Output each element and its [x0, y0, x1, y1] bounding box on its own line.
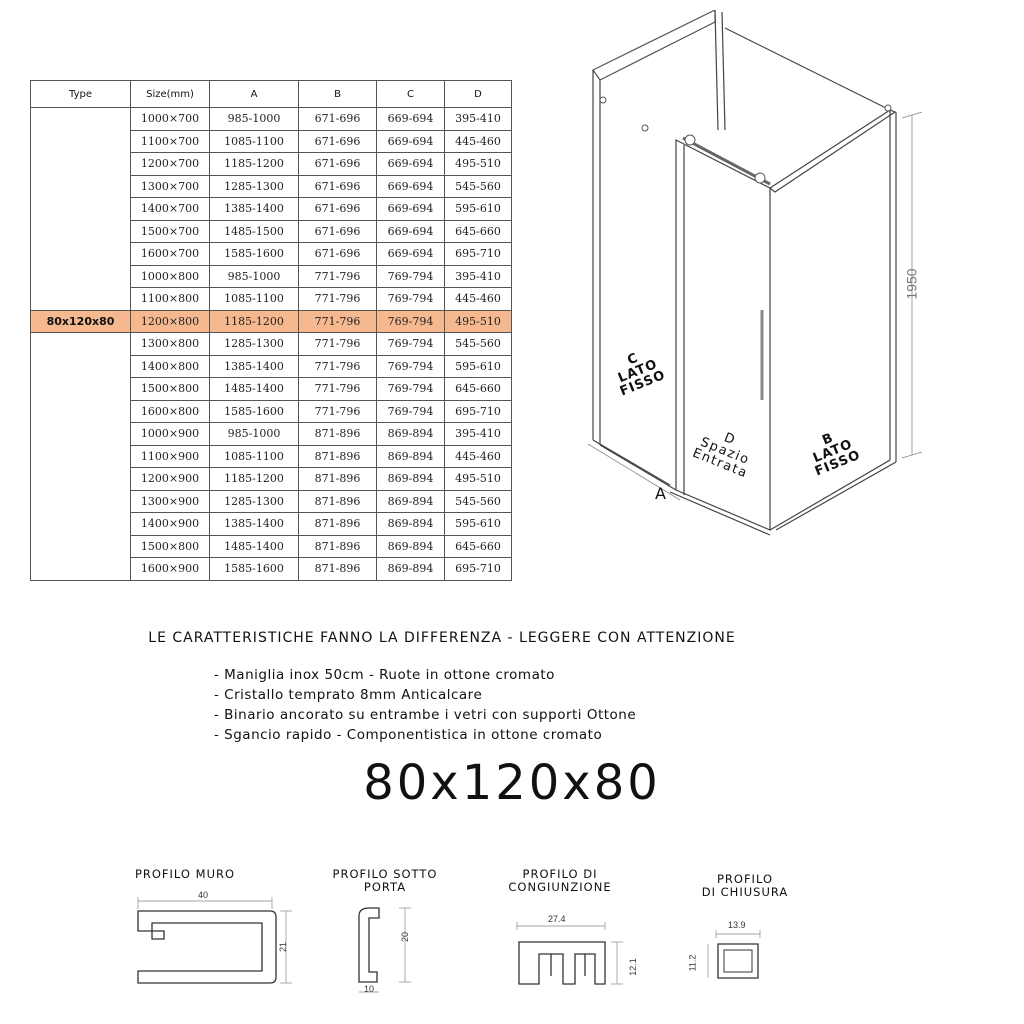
- type-cell: [31, 243, 131, 266]
- table-cell: 871-896: [299, 513, 377, 536]
- table-cell: 1600×800: [131, 400, 210, 423]
- table-cell: 869-894: [377, 558, 445, 581]
- table-cell: 1400×900: [131, 513, 210, 536]
- table-cell: 869-894: [377, 423, 445, 446]
- profile-muro-width: 40: [198, 890, 209, 900]
- profile-sotto-porta-width: 10: [364, 984, 375, 994]
- table-row: [31, 355, 512, 378]
- table-cell: 1085-1100: [210, 130, 299, 153]
- table-cell: 669-694: [377, 220, 445, 243]
- height-dimension: 1950: [903, 268, 920, 300]
- table-cell: 769-794: [377, 310, 445, 333]
- features-list: [214, 665, 636, 745]
- table-cell: 771-796: [299, 400, 377, 423]
- type-cell: 80x120x80: [31, 310, 131, 333]
- table-cell: 771-796: [299, 265, 377, 288]
- table-cell: 869-894: [377, 468, 445, 491]
- table-cell: 871-896: [299, 445, 377, 468]
- table-cell: 1500×700: [131, 220, 210, 243]
- table-cell: 669-694: [377, 153, 445, 176]
- profile-chiusura-drawing: [700, 930, 780, 990]
- table-cell: 1285-1300: [210, 490, 299, 513]
- table-cell: 985-1000: [210, 423, 299, 446]
- header-type: Type: [31, 81, 131, 108]
- table-row: [31, 490, 512, 513]
- label-b-lato-fisso: B LATO FISSO: [811, 430, 863, 480]
- table-cell: 1485-1500: [210, 220, 299, 243]
- table-cell: 771-796: [299, 333, 377, 356]
- table-cell: 495-510: [445, 153, 512, 176]
- table-row: [31, 265, 512, 288]
- table-cell: 1600×900: [131, 558, 210, 581]
- table-cell: 1100×700: [131, 130, 210, 153]
- type-cell: [31, 490, 131, 513]
- table-row: [31, 108, 512, 131]
- table-cell: 771-796: [299, 378, 377, 401]
- table-cell: 445-460: [445, 288, 512, 311]
- table-row: [31, 423, 512, 446]
- profile-chiusura-width: 13.9: [728, 920, 746, 930]
- type-cell: [31, 445, 131, 468]
- table-cell: 1500×800: [131, 378, 210, 401]
- table-cell: 871-896: [299, 423, 377, 446]
- table-cell: 669-694: [377, 198, 445, 221]
- table-cell: 1300×700: [131, 175, 210, 198]
- table-row: [31, 153, 512, 176]
- table-row: [31, 243, 512, 266]
- table-row: [31, 558, 512, 581]
- feature-item: - Sgancio rapido - Componentistica in ottone cromato: [214, 727, 603, 743]
- type-cell: [31, 198, 131, 221]
- table-cell: 595-610: [445, 513, 512, 536]
- table-cell: 871-896: [299, 558, 377, 581]
- table-cell: 1585-1600: [210, 243, 299, 266]
- type-cell: [31, 153, 131, 176]
- table-cell: 1500×800: [131, 535, 210, 558]
- profile-congiunzione-drawing: [505, 920, 645, 1000]
- table-cell: 595-610: [445, 355, 512, 378]
- table-cell: 495-510: [445, 310, 512, 333]
- table-cell: 1585-1600: [210, 558, 299, 581]
- table-row: [31, 333, 512, 356]
- table-cell: 1085-1100: [210, 445, 299, 468]
- table-cell: 985-1000: [210, 108, 299, 131]
- table-cell: 1285-1300: [210, 175, 299, 198]
- table-row: [31, 513, 512, 536]
- feature-item: - Maniglia inox 50cm - Ruote in ottone cromato: [214, 667, 555, 683]
- profile-muro-height: 21: [278, 941, 289, 953]
- table-cell: 645-660: [445, 378, 512, 401]
- table-cell: 1600×700: [131, 243, 210, 266]
- table-header-row: [31, 81, 512, 108]
- table-row: [31, 288, 512, 311]
- table-cell: 769-794: [377, 288, 445, 311]
- table-cell: 671-696: [299, 243, 377, 266]
- profile-chiusura-height: 11.2: [687, 954, 698, 972]
- table-cell: 1000×800: [131, 265, 210, 288]
- product-size-title: 80x120x80: [363, 755, 661, 811]
- table-cell: 695-710: [445, 243, 512, 266]
- table-cell: 1000×900: [131, 423, 210, 446]
- table-cell: 645-660: [445, 220, 512, 243]
- table-cell: 1400×800: [131, 355, 210, 378]
- table-cell: 869-894: [377, 513, 445, 536]
- table-cell: 595-610: [445, 198, 512, 221]
- table-row: [31, 198, 512, 221]
- type-cell: [31, 175, 131, 198]
- table-row: [31, 175, 512, 198]
- table-cell: 771-796: [299, 355, 377, 378]
- table-cell: 771-796: [299, 288, 377, 311]
- table-cell: 1385-1400: [210, 355, 299, 378]
- profile-sotto-porta-height: 20: [400, 931, 411, 943]
- features-heading: LE CARATTERISTICHE FANNO LA DIFFERENZA - LEGGERE CON ATTENZIONE: [148, 630, 736, 646]
- type-cell: [31, 265, 131, 288]
- header-d: D: [445, 81, 512, 108]
- header-size: Size(mm): [131, 81, 210, 108]
- table-cell: 395-410: [445, 108, 512, 131]
- table-cell: 1485-1400: [210, 535, 299, 558]
- table-row: [31, 220, 512, 243]
- table-cell: 871-896: [299, 468, 377, 491]
- table-row: [31, 535, 512, 558]
- type-cell: [31, 333, 131, 356]
- table-cell: 1300×800: [131, 333, 210, 356]
- header-a: A: [210, 81, 299, 108]
- table-cell: 1285-1300: [210, 333, 299, 356]
- table-cell: 871-896: [299, 490, 377, 513]
- table-cell: 869-894: [377, 490, 445, 513]
- table-cell: 445-460: [445, 130, 512, 153]
- table-cell: 869-894: [377, 445, 445, 468]
- type-cell: [31, 400, 131, 423]
- type-cell: [31, 108, 131, 131]
- type-cell: [31, 220, 131, 243]
- profile-chiusura-title: PROFILO DI CHIUSURA: [701, 872, 789, 899]
- table-cell: 1185-1200: [210, 153, 299, 176]
- table-row: [31, 468, 512, 491]
- table-cell: 769-794: [377, 378, 445, 401]
- table-cell: 1185-1200: [210, 468, 299, 491]
- table-cell: 869-894: [377, 535, 445, 558]
- table-cell: 1400×700: [131, 198, 210, 221]
- type-cell: [31, 423, 131, 446]
- table-cell: 1485-1400: [210, 378, 299, 401]
- label-c-lato-fisso: C LATO FISSO: [616, 350, 668, 400]
- table-cell: 1300×900: [131, 490, 210, 513]
- table-row: [31, 130, 512, 153]
- table-cell: 545-560: [445, 490, 512, 513]
- table-cell: 1585-1600: [210, 400, 299, 423]
- table-cell: 545-560: [445, 333, 512, 356]
- profile-sotto-porta-drawing: [345, 900, 425, 1000]
- table-cell: 671-696: [299, 153, 377, 176]
- table-cell: 671-696: [299, 108, 377, 131]
- header-b: B: [299, 81, 377, 108]
- table-cell: 1100×800: [131, 288, 210, 311]
- table-cell: 545-560: [445, 175, 512, 198]
- table-cell: 445-460: [445, 445, 512, 468]
- table-cell: 671-696: [299, 198, 377, 221]
- profile-congiunzione-height: 12.1: [627, 958, 638, 976]
- profile-congiunzione-width: 27.4: [548, 914, 566, 924]
- table-cell: 395-410: [445, 265, 512, 288]
- table-cell: 695-710: [445, 558, 512, 581]
- feature-item: - Cristallo temprato 8mm Anticalcare: [214, 687, 483, 703]
- table-cell: 495-510: [445, 468, 512, 491]
- table-row: [31, 400, 512, 423]
- table-cell: 671-696: [299, 220, 377, 243]
- table-row: [31, 445, 512, 468]
- table-cell: 1200×900: [131, 468, 210, 491]
- label-d-spazio-entrata: D Spazio Entrata: [690, 430, 752, 482]
- table-cell: 671-696: [299, 130, 377, 153]
- type-cell: [31, 468, 131, 491]
- size-table: [30, 80, 512, 581]
- table-cell: 1200×700: [131, 153, 210, 176]
- type-cell: [31, 513, 131, 536]
- header-c: C: [377, 81, 445, 108]
- type-cell: [31, 355, 131, 378]
- type-cell: [31, 558, 131, 581]
- table-cell: 1200×800: [131, 310, 210, 333]
- feature-item: - Binario ancorato su entrambe i vetri con supporti Ottone: [214, 707, 637, 723]
- table-cell: 871-896: [299, 535, 377, 558]
- table-cell: 1000×700: [131, 108, 210, 131]
- table-cell: 769-794: [377, 400, 445, 423]
- table-cell: 645-660: [445, 535, 512, 558]
- type-cell: [31, 288, 131, 311]
- table-cell: 669-694: [377, 175, 445, 198]
- table-cell: 769-794: [377, 265, 445, 288]
- table-cell: 769-794: [377, 355, 445, 378]
- profile-muro-title: PROFILO MURO: [134, 867, 236, 881]
- type-cell: [31, 535, 131, 558]
- table-cell: 669-694: [377, 130, 445, 153]
- label-a: A: [655, 484, 666, 503]
- profile-congiunzione-title: PROFILO DI CONGIUNZIONE: [508, 867, 612, 894]
- type-cell: [31, 130, 131, 153]
- table-cell: 985-1000: [210, 265, 299, 288]
- profile-muro-drawing: [130, 895, 300, 995]
- table-cell: 395-410: [445, 423, 512, 446]
- table-cell: 1085-1100: [210, 288, 299, 311]
- table-cell: 695-710: [445, 400, 512, 423]
- table-row: [31, 378, 512, 401]
- profile-sotto-porta-title: PROFILO SOTTO PORTA: [332, 867, 438, 894]
- table-cell: 1385-1400: [210, 513, 299, 536]
- type-cell: [31, 378, 131, 401]
- table-cell: 771-796: [299, 310, 377, 333]
- table-cell: 671-696: [299, 175, 377, 198]
- table-cell: 769-794: [377, 333, 445, 356]
- table-cell: 1100×900: [131, 445, 210, 468]
- table-row: [31, 310, 512, 333]
- table-cell: 669-694: [377, 108, 445, 131]
- table-cell: 1385-1400: [210, 198, 299, 221]
- table-cell: 669-694: [377, 243, 445, 266]
- table-cell: 1185-1200: [210, 310, 299, 333]
- table-body: [31, 108, 512, 581]
